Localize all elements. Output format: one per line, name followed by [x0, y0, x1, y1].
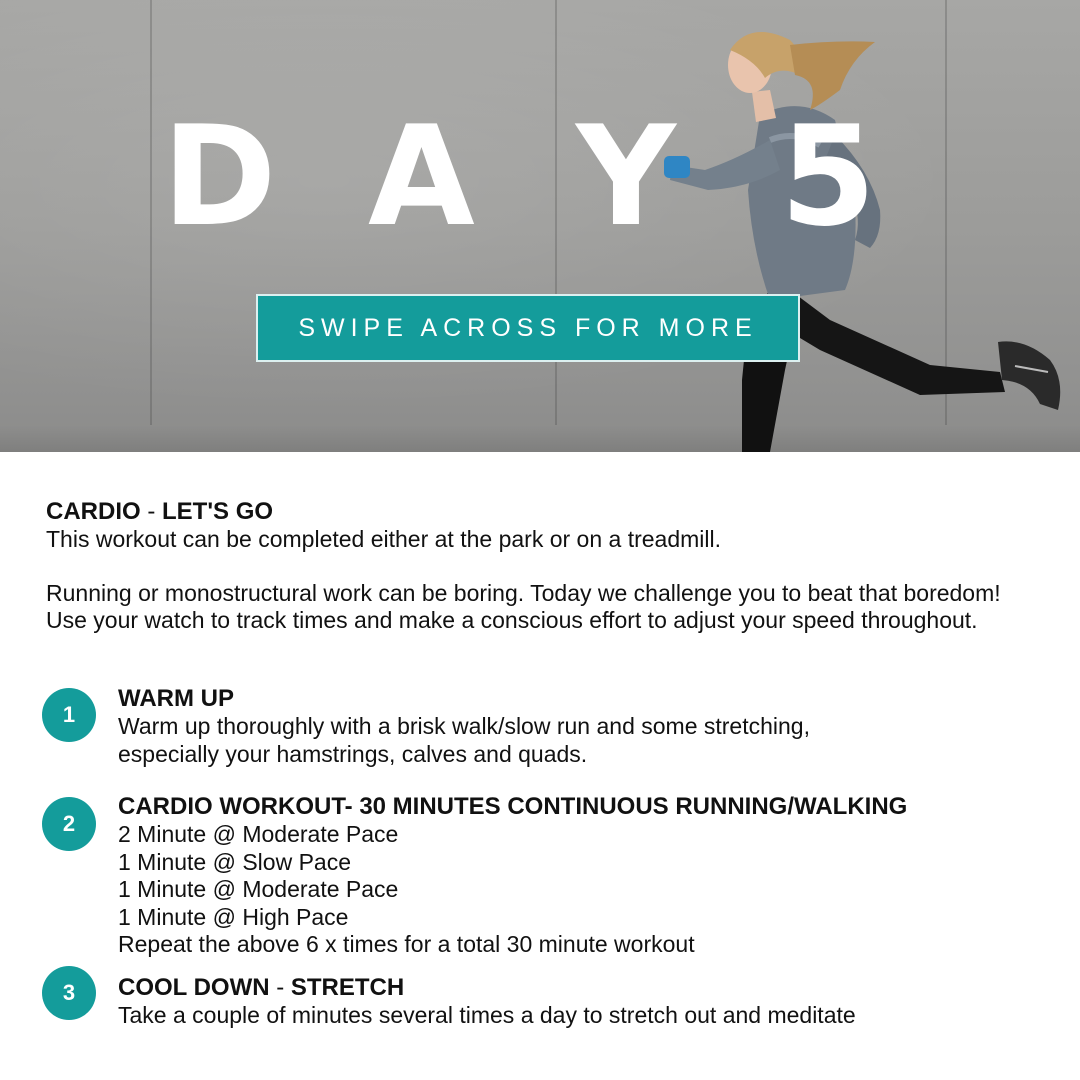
- day-letter-a: A: [368, 96, 475, 257]
- step-2-title: CARDIO WORKOUT- 30 MINUTES CONTINUOUS RUNNING/WALKING: [118, 793, 908, 820]
- day-number-5: 5: [780, 96, 877, 257]
- day-letter-y: Y: [576, 96, 676, 257]
- step-3-line: Take a couple of minutes several times a day to stretch out and meditate: [118, 1002, 856, 1028]
- step-2: [118, 793, 1048, 959]
- step-2-line: 1 Minute @ Slow Pace: [118, 848, 352, 875]
- heading-part-b: LET'S GO: [162, 498, 274, 525]
- day-letter-d: D: [162, 96, 277, 257]
- step-1-badge: 1: [42, 688, 96, 742]
- heading-part-a: CARDIO: [46, 498, 141, 525]
- heading-separator: -: [140, 498, 162, 525]
- step-2-line: 2 Minute @ Moderate Pace: [118, 821, 399, 847]
- workout-heading: [46, 498, 1046, 526]
- step-2-line: 1 Minute @ High Pace: [118, 903, 349, 930]
- step-1-title: WARM UP: [118, 685, 234, 712]
- step-2-line: 1 Minute @ Moderate Pace: [118, 876, 399, 902]
- step-2-line: Repeat the above 6 x times for a total 30 minute workout: [118, 931, 695, 957]
- step-3: [118, 974, 1048, 1030]
- step-2-badge: 2: [42, 797, 96, 851]
- step-3-title-b: STRETCH: [290, 974, 405, 1001]
- wall-seam: [555, 0, 557, 452]
- step-1-line: Warm up thoroughly with a brisk walk/slow run and some stretching,: [118, 713, 810, 739]
- hero-banner: [0, 0, 1080, 452]
- step-1-line: especially your hamstrings, calves and quads.: [118, 740, 588, 767]
- intro-line: This workout can be completed either at the park or on a treadmill.: [46, 526, 722, 552]
- step-3-title-separator: -: [269, 974, 291, 1001]
- step-1: [118, 685, 1048, 768]
- swipe-button[interactable]: [256, 294, 800, 362]
- step-3-badge: 3: [42, 966, 96, 1020]
- step-3-title: [118, 974, 1048, 1002]
- intro-paragraph: Running or monostructural work can be boring. Today we challenge you to beat that boredom! Use your watch to track times and make a conscious effort to adjust your speed throughout.: [46, 580, 1001, 633]
- workout-content: [46, 498, 1046, 634]
- step-3-title-a: COOL DOWN: [118, 974, 270, 1001]
- wall-seam: [150, 0, 152, 452]
- swipe-label: SWIPE ACROSS FOR MORE: [298, 313, 758, 342]
